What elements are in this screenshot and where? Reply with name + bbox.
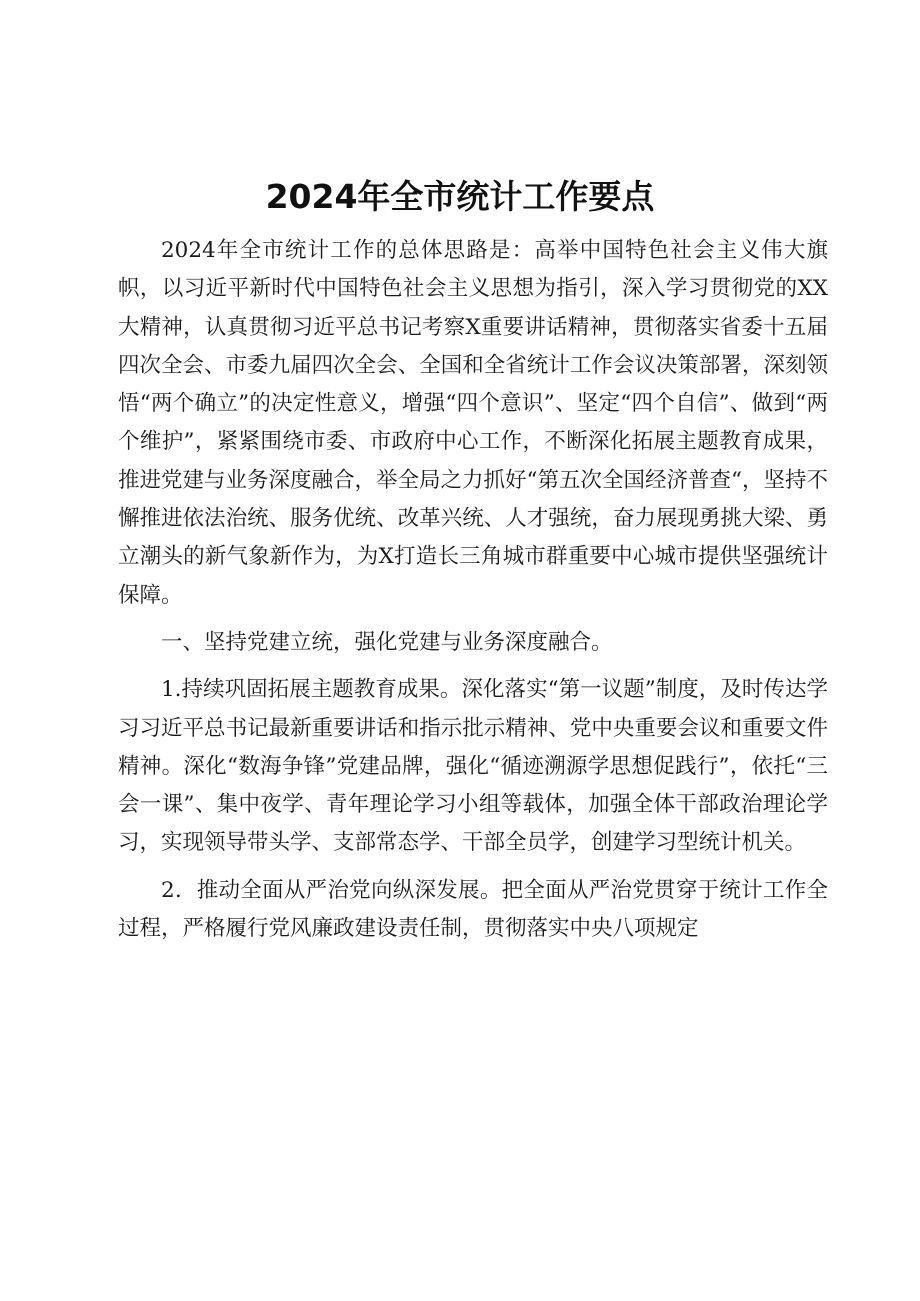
intro-paragraph: 2024年全市统计工作的总体思路是：高举中国特色社会主义伟大旗帜，以习近平新时代中国特色社会主义思想为指引，深入学习贯彻党的XX大精神，认真贯彻习近平总书记考察X重要讲话精神，贯彻落实省委十五届四次全会、市委九届四次全会、全国和全省统计工作会议决策部署，深刻领悟“两个确立”的决定性意义，增强“四个意识”、坚定“四个自信”、做到“两个维护”，紧紧围绕市委、市政府中心工作，不断深化拓展主题教育成果，推进党建与业务深度融合，举全局之力抓好“第五次全国经济普查“，坚持不懈推进依法治统、服务优统、改革兴统、人才强统，奋力展现勇挑大梁、勇立潮头的新气象新作为，为X打造长三角城市群重要中心城市提供坚强统计保障。: [118, 238, 828, 608]
item-paragraph-2: 2．推动全面从严治党向纵深发展。把全面从严治党贯穿于统计工作全过程，严格履行党风廉政建设责任制，贯彻落实中央八项规定: [118, 877, 828, 942]
document-body: [118, 232, 828, 948]
document-title: 2024年全市统计工作要点: [265, 177, 655, 216]
section-heading-1: 一、坚持党建立统，强化党建与业务深度融合。: [161, 629, 613, 655]
item-paragraph-1: 1.持续巩固拓展主题教育成果。深化落实“第一议题”制度，及时传达学习习近平总书记最新重要讲话和指示批示精神、党中央重要会议和重要文件精神。深化“数海争锋”党建品牌，强化“循迹溯源学思想促践行”，依托“三会一课”、集中夜学、青年理论学习小组等载体，加强全体干部政治理论学习，实现领导带头学、支部常态学、干部全员学，创建学习型统计机关。: [118, 677, 828, 856]
